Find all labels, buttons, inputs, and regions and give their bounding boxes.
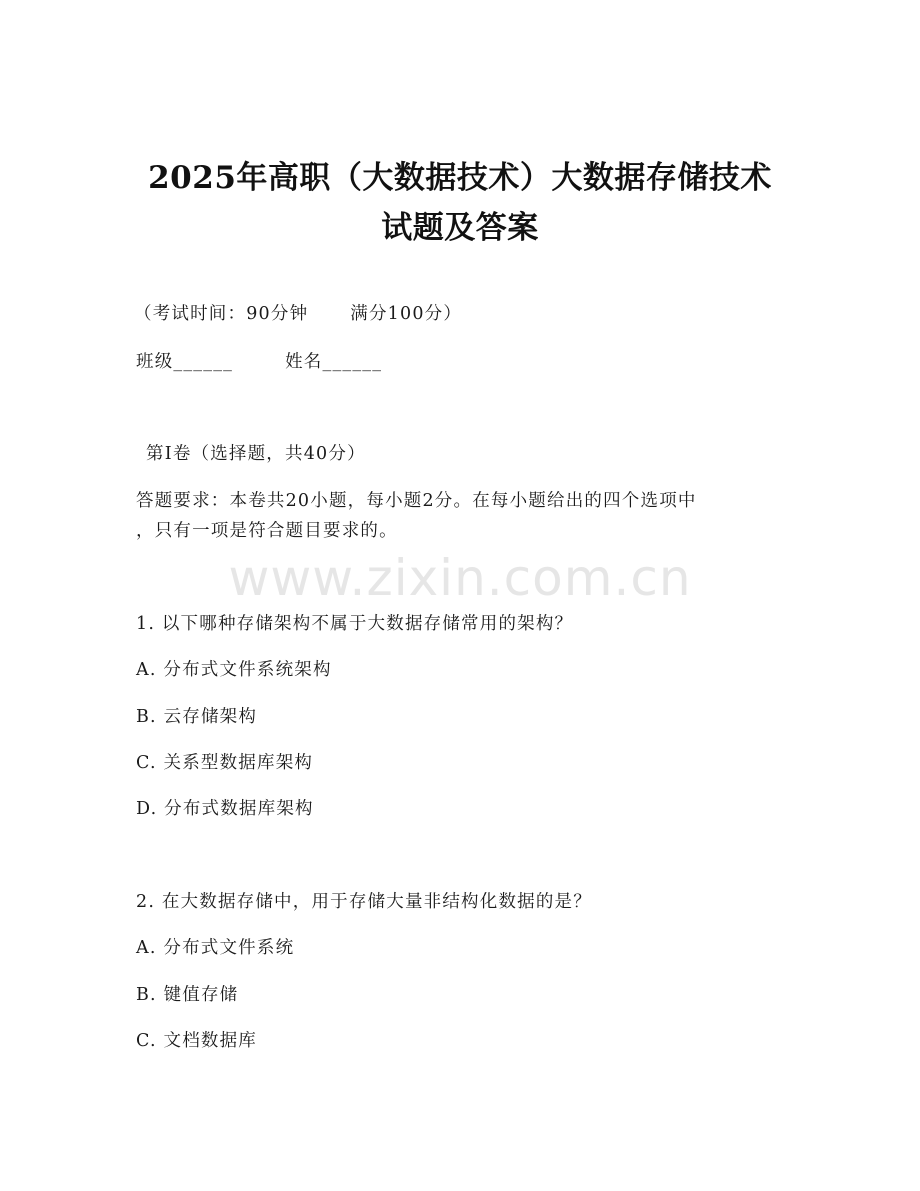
exam-time: （考试时间：90分钟 [134,304,309,324]
question-2-option-a: A. 分布式文件系统 [136,938,295,958]
question-2-stem: 2. 在大数据存储中，用于存储大量非结构化数据的是？ [136,892,592,912]
section-heading: 第I卷（选择题，共40分） [146,444,366,464]
section-instruction-line-1: 答题要求：本卷共20小题，每小题2分。在每小题给出的四个选项中 [136,491,697,511]
question-2-option-c: C. 文档数据库 [136,1031,257,1051]
question-1-option-a: A. 分布式文件系统架构 [136,660,332,680]
class-field: 班级______ [136,352,234,372]
question-1-stem: 1. 以下哪种存储架构不属于大数据存储常用的架构？ [136,614,574,634]
name-field: 姓名______ [285,352,383,372]
question-1-option-d: D. 分布式数据库架构 [136,799,314,819]
section-instruction-line-2: ，只有一项是符合题目要求的。 [136,521,398,541]
question-1-option-b: B. 云存储架构 [136,707,258,727]
document-title-line-1: 2025年高职（大数据技术）大数据存储技术 [148,160,772,196]
exam-score: 满分100分） [350,304,463,324]
student-info [136,350,382,374]
question-1-option-c: C. 关系型数据库架构 [136,753,314,773]
exam-info [134,302,462,326]
question-2-option-b: B. 键值存储 [136,985,239,1005]
document-title-line-2: 试题及答案 [381,210,539,246]
watermark-text: www.zixin.com.cn [228,549,692,607]
